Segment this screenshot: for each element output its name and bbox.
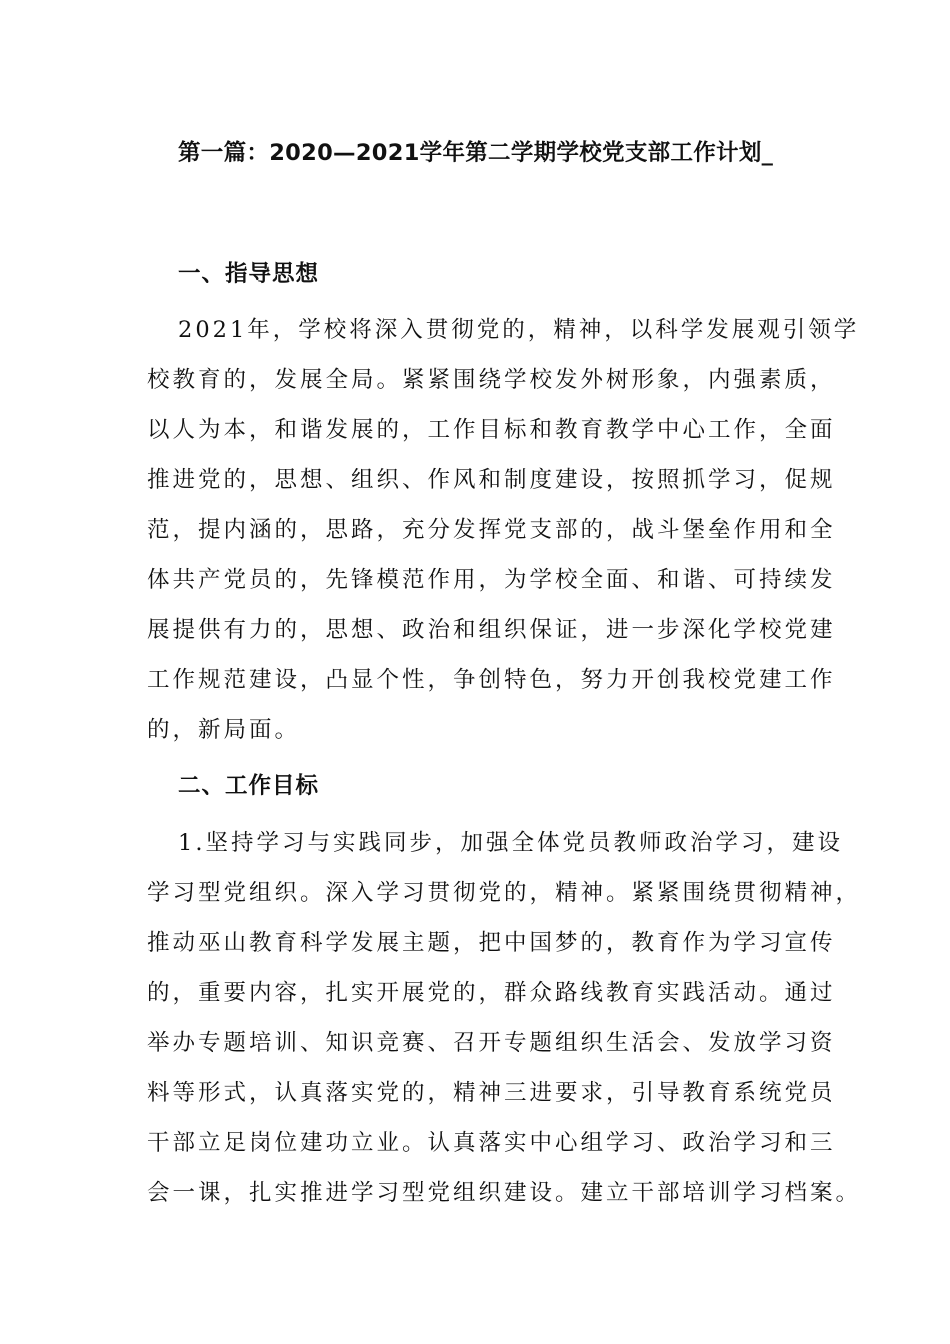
text-line: 展提供有力的，思想、政治和组织保证，进一步深化学校党建 bbox=[147, 617, 836, 643]
text-line: 工作规范建设，凸显个性，争创特色，努力开创我校党建工作 bbox=[147, 667, 836, 693]
text-line: 的，新局面。 bbox=[147, 717, 301, 743]
text-line: 以人为本，和谐发展的，工作目标和教育教学中心工作，全面 bbox=[147, 417, 836, 443]
text-line: 料等形式，认真落实党的，精神三进要求，引导教育系统党员 bbox=[147, 1080, 836, 1106]
text-line: 范，提内涵的，思路，充分发挥党支部的，战斗堡垒作用和全 bbox=[147, 517, 836, 543]
text-line: 的，重要内容，扎实开展党的，群众路线教育实践活动。通过 bbox=[147, 980, 836, 1006]
text-line: 2021年，学校将深入贯彻党的，精神，以科学发展观引领学 bbox=[178, 317, 860, 343]
paragraph-guiding-ideology bbox=[147, 305, 860, 755]
section-heading-work-goals: 二、工作目标 bbox=[178, 773, 320, 799]
text-line: 推进党的，思想、组织、作风和制度建设，按照抓学习，促规 bbox=[147, 467, 836, 493]
paragraph-work-goals bbox=[147, 818, 862, 1218]
text-line: 会一课，扎实推进学习型党组织建设。建立干部培训学习档案。 bbox=[147, 1180, 862, 1206]
section-heading-guiding-ideology: 一、指导思想 bbox=[178, 261, 320, 287]
text-line: 校教育的，发展全局。紧紧围绕学校发外树形象，内强素质， bbox=[147, 367, 836, 393]
text-line: 举办专题培训、知识竞赛、召开专题组织生活会、发放学习资 bbox=[147, 1030, 836, 1056]
text-line: 体共产党员的，先锋模范作用，为学校全面、和谐、可持续发 bbox=[147, 567, 836, 593]
text-line: 推动巫山教育科学发展主题，把中国梦的，教育作为学习宣传 bbox=[147, 930, 836, 956]
text-line: 干部立足岗位建功立业。认真落实中心组学习、政治学习和三 bbox=[147, 1130, 836, 1156]
document-title: 第一篇：2020—2021学年第二学期学校党支部工作计划_ bbox=[178, 140, 774, 166]
text-line: 学习型党组织。深入学习贯彻党的，精神。紧紧围绕贯彻精神， bbox=[147, 880, 862, 906]
text-line: 1.坚持学习与实践同步，加强全体党员教师政治学习，建设 bbox=[178, 830, 843, 856]
